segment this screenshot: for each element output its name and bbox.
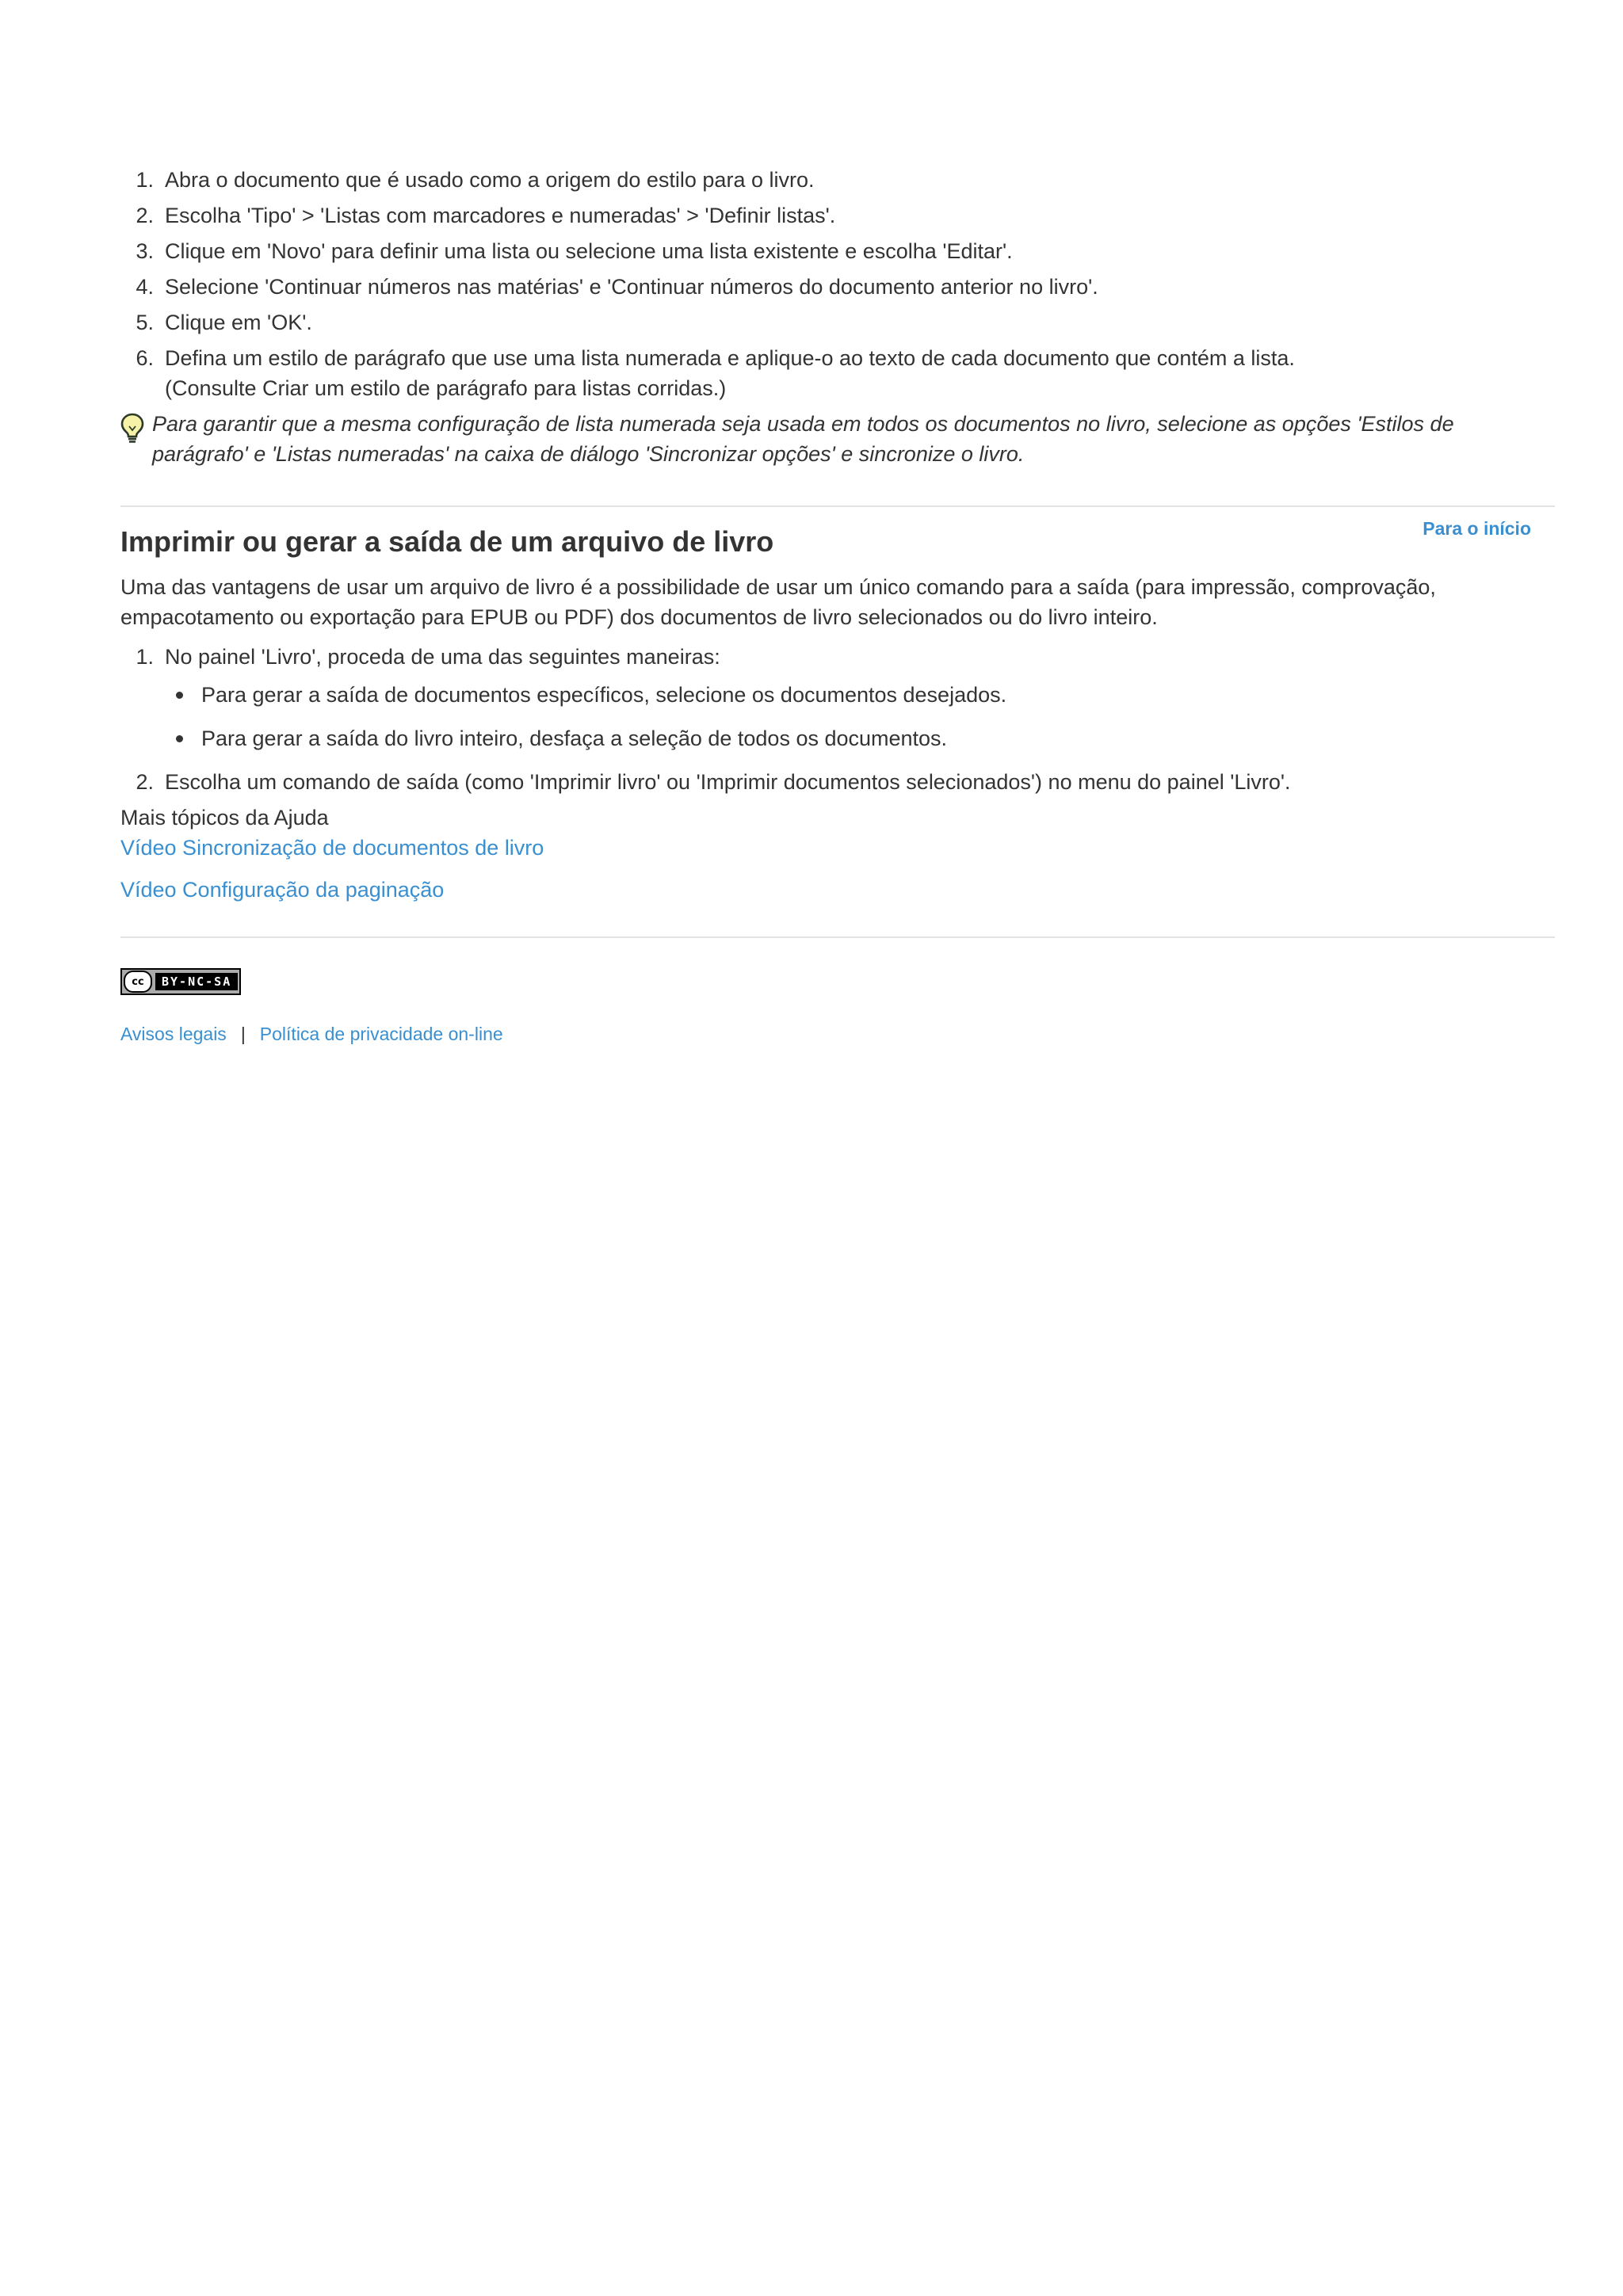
more-topics-heading: Mais tópicos da Ajuda <box>120 806 329 830</box>
step-text: Defina um estilo de parágrafo que use uma lista numerada e aplique-o ao texto de cada documento que contém a lista. <box>165 346 1295 370</box>
section-title: Imprimir ou gerar a saída de um arquivo de livro <box>120 525 774 558</box>
video-sync-link[interactable]: Vídeo Sincronização de documentos de livro <box>120 836 544 860</box>
step-text: Abra o documento que é usado como a origem do estilo para o livro. <box>165 168 815 192</box>
step-text: Clique em 'Novo' para definir uma lista ou selecione uma lista existente e escolha 'Editar'. <box>165 239 1013 263</box>
step-subtext: (Consulte Criar um estilo de parágrafo para listas corridas.) <box>165 376 727 400</box>
bullet-dot-icon <box>176 692 183 699</box>
section-intro: Uma das vantagens de usar um arquivo de livro é a possibilidade de usar um único comando para a saída (para impressão, comprovação, empacotamento ou exportação para EPUB ou PDF) dos documentos de livro selecionados ou do livro inteiro. <box>120 575 1436 629</box>
list-item: 1. Abra o documento que é usado como a origem do estilo para o livro. <box>136 168 815 192</box>
step-text: Escolha 'Tipo' > 'Listas com marcadores e numeradas' > 'Definir listas'. <box>165 204 836 227</box>
numbered-steps <box>120 165 1555 403</box>
bullet-list <box>120 680 1555 753</box>
lightbulb-icon <box>119 412 146 444</box>
cc-license-text: BY-NC-SA <box>155 973 238 990</box>
footer-separator: | <box>240 1024 246 1044</box>
help-page-content <box>120 165 1555 1045</box>
step-text: No painel 'Livro', proceda de uma das seguintes maneiras: <box>165 645 720 669</box>
list-item: 2. Escolha um comando de saída (como 'Imprimir livro' ou 'Imprimir documentos selecionados') no menu do painel 'Livro'. <box>136 770 1291 794</box>
privacy-policy-link[interactable]: Política de privacidade on-line <box>259 1024 503 1044</box>
tip-text: Para garantir que a mesma configuração de lista numerada seja usada em todos os documentos no livro, selecione as opções 'Estilos de parágrafo' e 'Listas numeradas' na caixa de diálogo 'Sincronizar opções' e sincronize o livro. <box>152 412 1454 466</box>
list-item: 1. No painel 'Livro', proceda de uma das seguintes maneiras: <box>136 645 720 669</box>
footer-links <box>120 1024 1555 1045</box>
bullet-dot-icon <box>176 735 183 742</box>
list-item: 5. Clique em 'OK'. <box>136 311 312 334</box>
step-text: Clique em 'OK'. <box>165 311 312 334</box>
list-item: 4. Selecione 'Continuar números nas matérias' e 'Continuar números do documento anterior no livro'. <box>136 275 1098 299</box>
cc-license-badge[interactable] <box>120 968 241 995</box>
back-to-top-link[interactable]: Para o início <box>1423 518 1531 539</box>
section-header <box>120 507 1555 563</box>
output-steps <box>120 642 1555 672</box>
list-item: 2. Escolha 'Tipo' > 'Listas com marcadores e numeradas' > 'Definir listas'. <box>136 204 836 227</box>
bullet-item: Para gerar a saída do livro inteiro, desfaça a seleção de todos os documentos. <box>120 723 1555 753</box>
list-item: 3. Clique em 'Novo' para definir uma lista ou selecione uma lista existente e escolha 'Editar'. <box>136 239 1013 263</box>
bullet-item: Para gerar a saída de documentos específicos, selecione os documentos desejados. <box>120 680 1555 710</box>
tip-note <box>120 409 1555 469</box>
legal-notices-link[interactable]: Avisos legais <box>120 1024 227 1044</box>
list-item: 6. Defina um estilo de parágrafo que use uma lista numerada e aplique-o ao texto de cada documento que contém a lista. (Consulte Criar um estilo de parágrafo para listas corridas.) <box>120 343 1555 403</box>
video-pagination-link[interactable]: Vídeo Configuração da paginação <box>120 878 445 902</box>
step-text: Escolha um comando de saída (como 'Imprimir livro' ou 'Imprimir documentos selecionados') no menu do painel 'Livro'. <box>165 770 1291 794</box>
step-text: Selecione 'Continuar números nas matérias' e 'Continuar números do documento anterior no livro'. <box>165 275 1098 299</box>
output-steps-cont <box>120 767 1555 797</box>
cc-logo-icon: cc <box>124 971 152 993</box>
